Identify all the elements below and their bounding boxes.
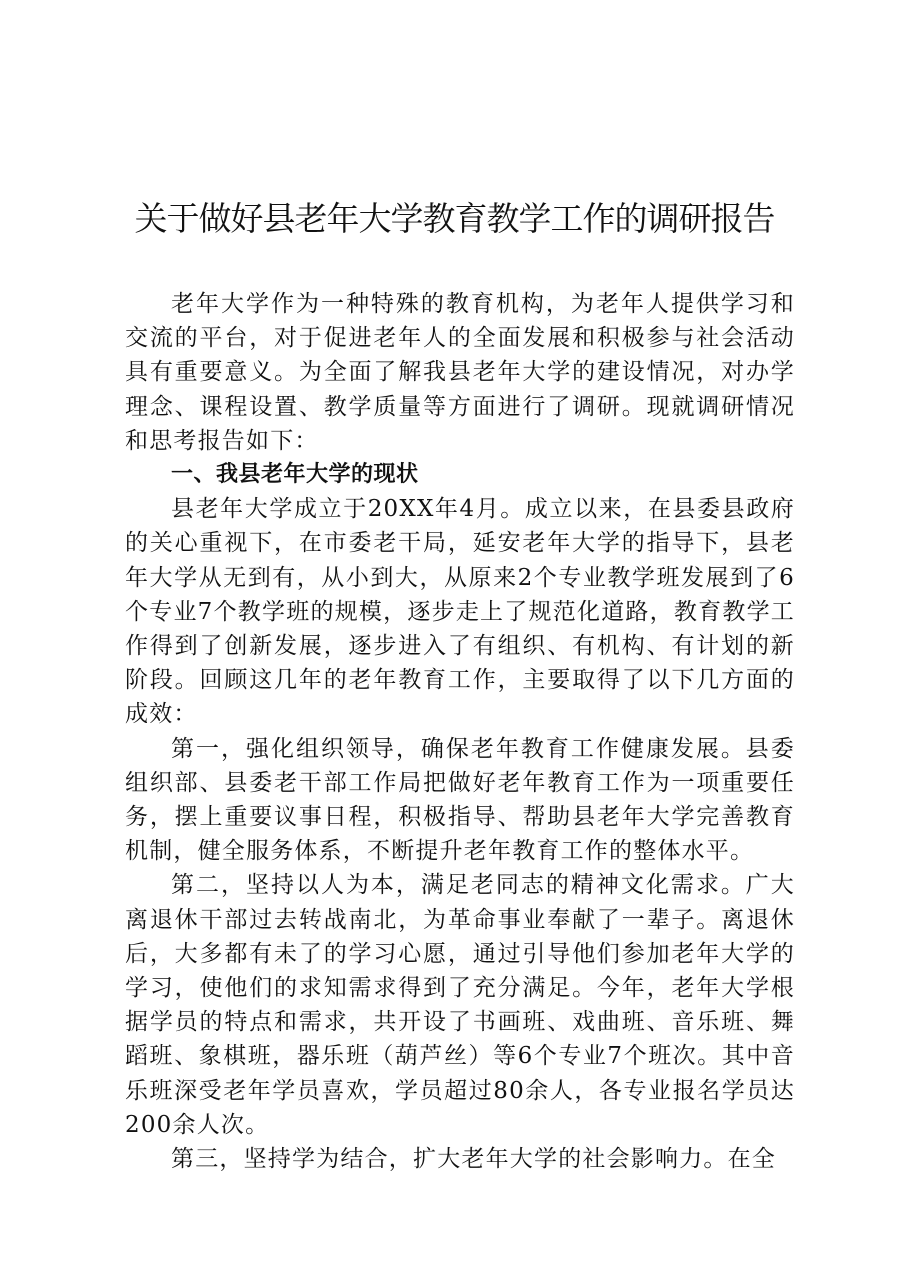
point-two-paragraph: 第二，坚持以人为本，满足老同志的精神文化需求。广大离退休干部过去转战南北，为革命事业奉献了一辈子。离退休后，大多都有未了的学习心愿，通过引导他们参加老年大学的学习，使他们的求知需求得到了充分满足。今年，老年大学根据学员的特点和需求，共开设了书画班、戏曲班、音乐班、舞蹈班、象棋班，器乐班（葫芦丝）等6个专业7个班次。其中音乐班深受老年学员喜欢，学员超过80余人，各专业报名学员达200余人次。 (125, 872, 795, 1138)
document-body (125, 287, 795, 1176)
point-one-paragraph: 第一，强化组织领导，确保老年教育工作健康发展。县委组织部、县委老干部工作局把做好老年教育工作为一项重要任务，摆上重要议事日程，积极指导、帮助县老年大学完善教育机制，健全服务体系，不断提升老年教育工作的整体水平。 (125, 735, 795, 865)
intro-paragraph: 老年大学作为一种特殊的教育机构，为老年人提供学习和交流的平台，对于促进老年人的全面发展和积极参与社会活动具有重要意义。为全面了解我县老年大学的建设情况，对办学理念、课程设置、教学质量等方面进行了调研。现就调研情况和思考报告如下： (125, 291, 795, 454)
section-heading: 一、我县老年大学的现状 (171, 462, 419, 488)
point-three-paragraph: 第三，坚持学为结合，扩大老年大学的社会影响力。在全 (171, 1146, 776, 1173)
status-paragraph: 县老年大学成立于20XX年4月。成立以来，在县委县政府的关心重视下，在市委老干局，延安老年大学的指导下，县老年大学从无到有，从小到大，从原来2个专业教学班发展到了6个专业7个教学班的规模，逐步走上了规范化道路，教育教学工作得到了创新发展，逐步进入了有组织、有机构、有计划的新阶段。回顾这几年的老年教育工作，主要取得了以下几方面的成效： (125, 496, 795, 728)
document-title: 关于做好县老年大学教育教学工作的调研报告 (134, 199, 775, 238)
